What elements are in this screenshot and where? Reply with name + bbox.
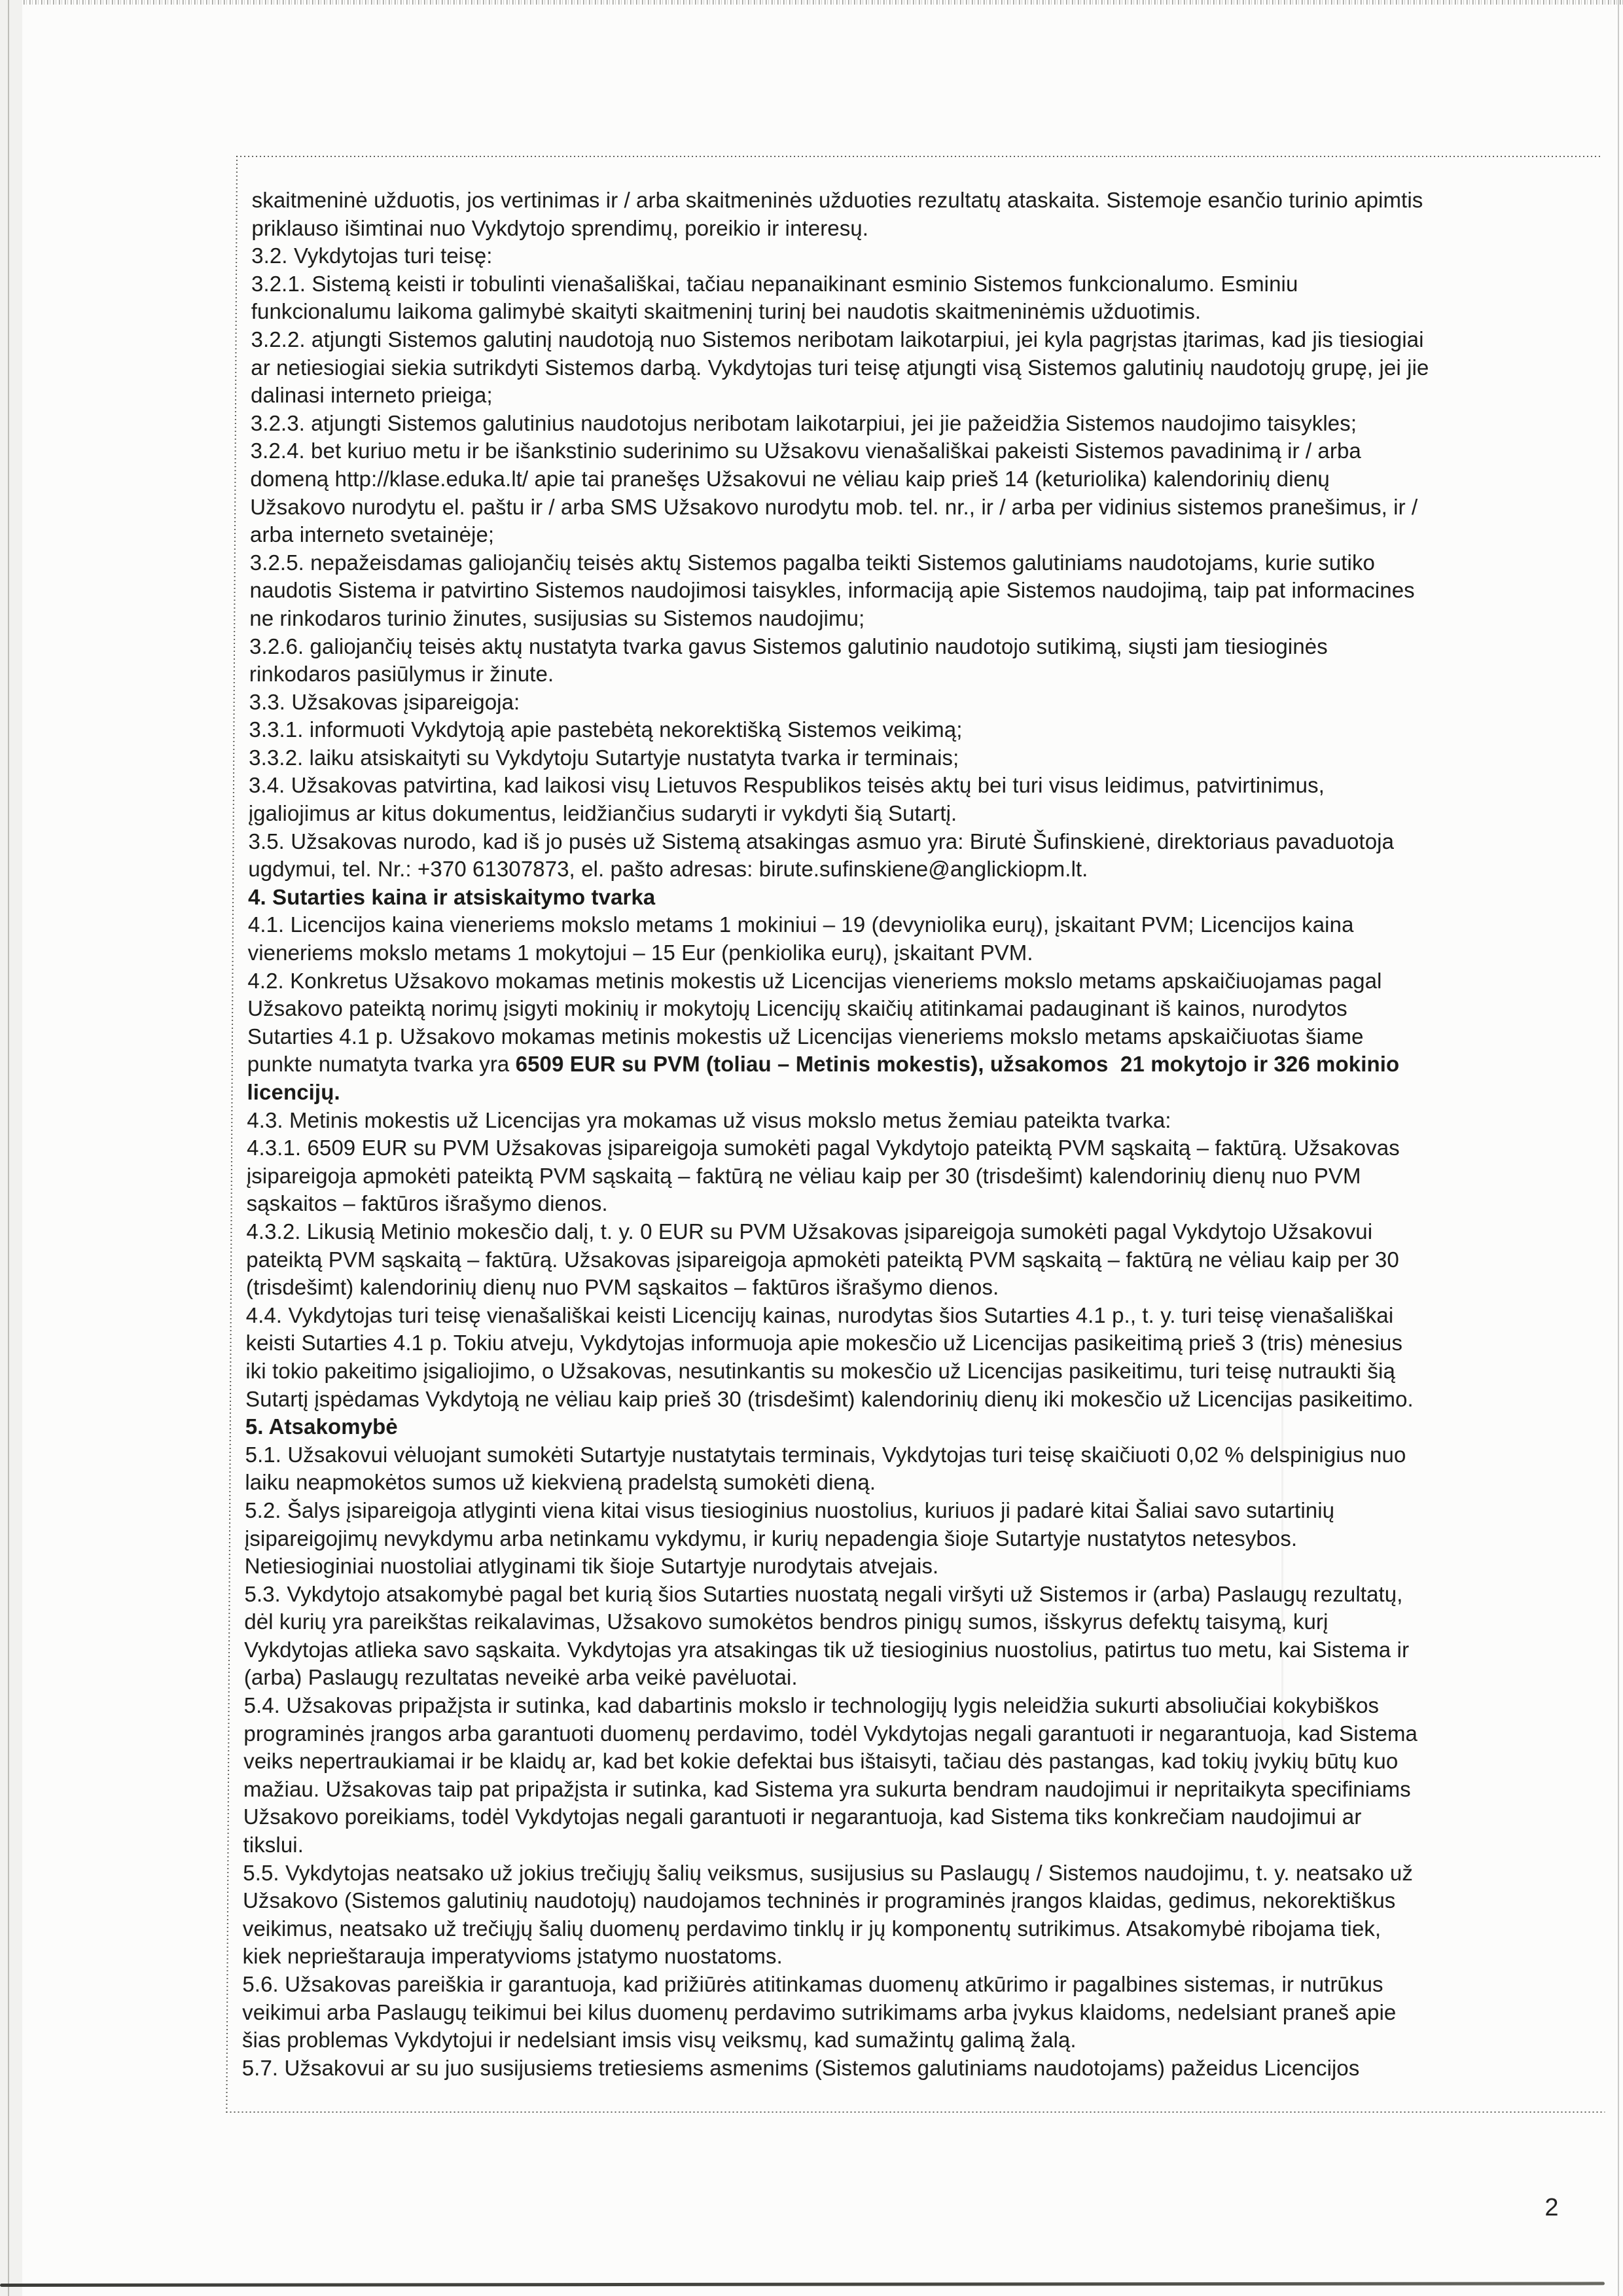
text-run: 5.3. Vykdytojo atsakomybė pagal bet kurią šios Sutarties nuostatą negali viršyti už Sistemos ir (arba) Paslaugų rezultatų, dėl kurių yra pareikštas reikalavimas, Užsakovo sumokėtos bendros pinigų sumos, išskyrus defektų taisymą, kurį Vykdytojas atlieka savo sąskaita. Vykdytojas yra atsakingas tik už tiesioginius nuostolius, patirtus tuo metu, kai Sistema ir (arba) Paslaugų rezultatas neveikė arba veikė pavėluotai.	[243, 1581, 1410, 1690]
contract-paragraph	[251, 242, 1623, 270]
text-run: 4.3.1. 6509 EUR su PVM Užsakovas įsipareigoja sumokėti pagal Vykdytojo pateiktą PVM sąskaitą – faktūrą. Užsakovas įsipareigoja apmokėti pateiktą PVM sąskaitą – faktūrą ne vėliau kaip per 30 (trisdešimt) kalendorinių dienų nuo PVM sąskaitos – faktūros išrašymo dienos.	[246, 1136, 1400, 1216]
scanner-edge-line-left	[8, 0, 9, 2296]
text-run: skaitmeninė užduotis, jos vertinimas ir / arba skaitmeninės užduoties rezultatų ataskaita. Sistemoje esančio turinio apimtis priklauso išimtinai nuo Vykdytojo sprendimų, poreikio ir interesų.	[251, 188, 1423, 240]
contract-paragraph	[248, 828, 1623, 884]
text-run: 3.2.2. atjungti Sistemos galutinį naudotoją nuo Sistemos neribotam laikotarpiui, jei kyla pagrįstas įtarimas, kad jis tiesiogiai ar netiesiogiai siekia sutrikdyti Sistemos darbą. Vykdytojas turi teisę atjungti visą Sistemos galutinių naudotojų grupę, jei jie dalinasi interneto prieiga;	[250, 327, 1429, 408]
contract-paragraph	[248, 911, 1623, 967]
text-run: 5.6. Užsakovas pareiškia ir garantuoja, kad prižiūrės atitinkamas duomenų atkūrimo ir pagalbines sistemas, ir nutrūkus veikimui arba Paslaugų teikimui bei kilus duomenų perdavimo sutrikimams arba įvykus klaidoms, nedelsiant praneš apie šias problemas Vykdytojui ir nedelsiant imsis visų veiksmų, kad sumažintų galimą žalą.	[241, 1972, 1397, 2053]
dotted-border-left	[226, 156, 238, 2113]
text-run: 3.2.5. nepažeisdamas galiojančių teisės aktų Sistemos pagalba teikti Sistemos galutiniams naudotojams, kurie sutiko naudotis Sistema ir patvirtino Sistemos naudojimosi taisykles, informaciją apie Sistemos naudojimą, taip pat informacines ne rinkodaros turinio žinutes, susijusias su Sistemos naudojimu;	[249, 550, 1415, 630]
contract-paragraph	[245, 1497, 1623, 1581]
contract-paragraph	[243, 1692, 1623, 1859]
dotted-border-top	[236, 156, 1601, 157]
dotted-border-bottom	[226, 2111, 1605, 2113]
page-number: 2	[1544, 2194, 1559, 2221]
scanner-edge-strip-left	[0, 0, 22, 2296]
text-run-bold: 6509 EUR su PVM (toliau – Metinis mokestis), užsakomos 21 mokytojo ir 326 mokinio licencijų.	[247, 1052, 1400, 1104]
scan-noise-top	[0, 0, 1623, 5]
text-run: 3.2. Vykdytojas turi teisę:	[251, 243, 493, 268]
contract-paragraph	[247, 1107, 1623, 1135]
text-run-bold: 4. Sutarties kaina ir atsiskaitymo tvarka	[247, 884, 656, 909]
contract-paragraph	[245, 1302, 1623, 1413]
contract-paragraph	[244, 1581, 1623, 1692]
contract-paragraph	[249, 772, 1623, 827]
text-run: 5.5. Vykdytojas neatsako už jokius trečiųjų šalių veiksmus, susijusius su Paslaugų / Sistemos naudojimu, t. y. neatsako už Užsakovo (Sistemos galutinių naudotojų) naudojamos techninės ir programinės įrangos klaidas, gedimus, nekorektiškus veikimus, neatsako už trečiųjų šalių duomenų perdavimo tinklų ir jų komponentų sutrikimus. Atsakomybė ribojama tiek, kiek neprieštarauja imperatyvioms įstatymo nuostatoms.	[242, 1860, 1414, 1969]
contract-paragraph	[251, 270, 1623, 326]
contract-paragraph	[249, 633, 1623, 689]
text-run: 3.3.2. laiku atsiskaityti su Vykdytoju Sutartyje nustatyta tvarka ir terminais;	[249, 745, 959, 770]
text-run: 4.4. Vykdytojas turi teisę vienašališkai keisti Licencijų kainas, nurodytas šios Sutarties 4.1 p., t. y. turi teisę vienašališkai keisti Sutarties 4.1 p. Tokiu atveju, Vykdytojas informuoja apie mokesčio už Licencijas pasikeitimą prieš 3 (tris) mėnesius iki tokio pakeitimo įsigaliojimo, o Užsakovas, nesutinkantis su mokesčio už Licencijas pasikeitimu, turi teisę nutraukti šią Sutartį įspėdamas Vykdytoją ne vėliau kaip prieš 30 (trisdešimt) kalendorinių dienų iki mokesčio už Licencijas pasikeitimo.	[245, 1302, 1414, 1411]
text-run: 3.3.1. informuoti Vykdytoją apie pastebėtą nekorektišką Sistemos veikimą;	[249, 717, 963, 742]
contract-paragraph	[249, 549, 1623, 633]
contract-paragraph	[251, 187, 1623, 242]
text-run-bold: 5. Atsakomybė	[245, 1414, 398, 1439]
scanner-bottom-shadow	[0, 2282, 1605, 2287]
text-run: 3.2.3. atjungti Sistemos galutinius naudotojus neribotam laikotarpiui, jei jie pažeidžia Sistemos naudojimo taisykles;	[250, 410, 1357, 435]
contract-paragraph	[249, 716, 1623, 744]
text-run: 5.1. Užsakovui vėluojant sumokėti Sutartyje nustatytais terminais, Vykdytojas turi teisę skaičiuoti 0,02 % delspinigius nuo laiku neapmokėtos sumos už kiekvieną pradelstą sumokėti dieną.	[245, 1442, 1406, 1495]
contract-paragraph	[247, 1134, 1623, 1218]
contract-paragraph	[246, 1218, 1623, 1302]
contract-paragraph	[250, 437, 1623, 548]
text-run: 4.1. Licencijos kaina vieneriems mokslo metams 1 mokiniui – 19 (devyniolika eurų), įskaitant PVM; Licencijos kaina vieneriems mokslo metams 1 mokytojui – 15 Eur (penkiolika eurų), įskaitant PVM.	[247, 912, 1354, 965]
text-run: 3.5. Užsakovas nurodo, kad iš jo pusės už Sistemą atsakingas asmuo yra: Birutė Šufinskienė, direktoriaus pavaduotoja ugdymui, tel. Nr.: +370 61307873, el. pašto adresas: birute.sufinskiene@anglickiopm.lt.	[248, 829, 1395, 882]
contract-paragraph	[251, 326, 1623, 410]
text-run: 3.4. Užsakovas patvirtina, kad laikosi visų Lietuvos Respublikos teisės aktų bei turi visus leidimus, patvirtinimus, įgaliojimus ar kitus dokumentus, leidžiančius sudaryti ir vykdyti šią Sutartį.	[248, 773, 1325, 826]
text-run: 5.2. Šalys įsipareigoja atlyginti viena kitai visus tiesioginius nuostolius, kuriuos ji padarė kitai Šaliai savo sutartinių įsipareigojimų nevykdymu arba netinkamu vykdymu, ir kurių nepadengia šioje Sutartyje nustatytos netesybos. Netiesioginiai nuostoliai atlyginami tik šioje Sutartyje nurodytais atvejais.	[244, 1498, 1335, 1579]
text-run: 4.3.2. Likusią Metinio mokesčio dalį, t. y. 0 EUR su PVM Užsakovas įsipareigoja sumokėti pagal Vykdytojo Užsakovui pateiktą PVM sąskaitą – faktūrą. Užsakovas įsipareigoja apmokėti pateiktą PVM sąskaitą – faktūrą ne vėliau kaip per 30 (trisdešimt) kalendorinių dienų nuo PVM sąskaitos – faktūros išrašymo dienos.	[245, 1219, 1399, 1300]
contract-paragraph	[251, 410, 1623, 438]
contract-paragraph	[249, 689, 1623, 717]
contract-paragraph	[248, 884, 1623, 912]
contract-paragraph	[247, 967, 1623, 1107]
text-run: 3.2.4. bet kuriuo metu ir be išankstinio suderinimo su Užsakovu vienašališkai pakeisti Sistemos pavadinimą ir / arba domeną http://klase.eduka.lt/ apie tai pranešęs Užsakovui ne vėliau kaip prieš 14 (keturiolika) kalendorinių dienų Užsakovo nurodytu el. paštu ir / arba SMS Užsakovo nurodytu mob. tel. nr., ir / arba per vidinius sistemos pranešimus, ir / arba interneto svetainėje;	[249, 439, 1418, 547]
text-run: 5.4. Užsakovas pripažįsta ir sutinka, kad dabartinis mokslo ir technologijų lygis neleidžia sukurti absoliučiai kokybiškos programinės įrangos arba garantuoti duomenų perdavimo, todėl Vykdytojas negali garantuoti ir negarantuoja, kad Sistema veiks nepertraukiamai ir be klaidų ar, kad bet kokie defektai bus ištaisyti, tačiau dės pastangas, kad tokių įvykių būtų kuo mažiau. Užsakovas taip pat pripažįsta ir sutinka, kad Sistema yra sukurta bendram naudojimui ir nepritaikyta specifiniams Užsakovo poreikiams, todėl Vykdytojas negali garantuoti ir negarantuoja, kad Sistema tiks konkrečiam naudojimui ar tikslui.	[243, 1693, 1418, 1857]
text-run: 4.2. Konkretus Užsakovo mokamas metinis mokestis už Licencijas vieneriems mokslo metams apskaičiuojamas pagal Užsakovo pateiktą norimų įsigyti mokinių ir mokytojų Licencijų skaičių atitinkamai padauginant iš kainos, nurodytos Sutarties 4.1 p. Užsakovo mokamas metinis mokestis už Licencijas vieneriems mokslo metams apskaičiuotas šiame punkte numatyta tvarka yra	[247, 968, 1382, 1077]
text-run: 4.3. Metinis mokestis už Licencijas yra mokamas už visus mokslo metus žemiau pateikta tvarka:	[247, 1107, 1171, 1132]
contract-text-cell	[226, 156, 1601, 2113]
contract-text	[242, 187, 1623, 2082]
contract-paragraph	[245, 1441, 1623, 1497]
contract-paragraph	[242, 1859, 1623, 1971]
contract-paragraph	[242, 1971, 1623, 2054]
text-run: 3.2.6. galiojančių teisės aktų nustatyta tvarka gavus Sistemos galutinio naudotojo sutikimą, siųsti jam tiesioginės rinkodaros pasiūlymus ir žinute.	[249, 634, 1328, 687]
contract-paragraph	[249, 744, 1623, 772]
text-run: 5.7. Užsakovui ar su juo susijusiems tretiesiems asmenims (Sistemos galutiniams naudotojams) pažeidus Licencijos	[241, 2055, 1360, 2080]
contract-paragraph	[245, 1413, 1623, 1441]
text-run: 3.2.1. Sistemą keisti ir tobulinti vienašališkai, tačiau nepanaikinant esminio Sistemos funkcionalumo. Esminiu funkcionalumu laikoma galimybė skaityti skaitmeninį turinį bei naudotis skaitmeninėmis užduotimis.	[251, 271, 1298, 324]
text-run: 3.3. Užsakovas įsipareigoja:	[249, 689, 520, 714]
contract-paragraph	[242, 2054, 1623, 2083]
